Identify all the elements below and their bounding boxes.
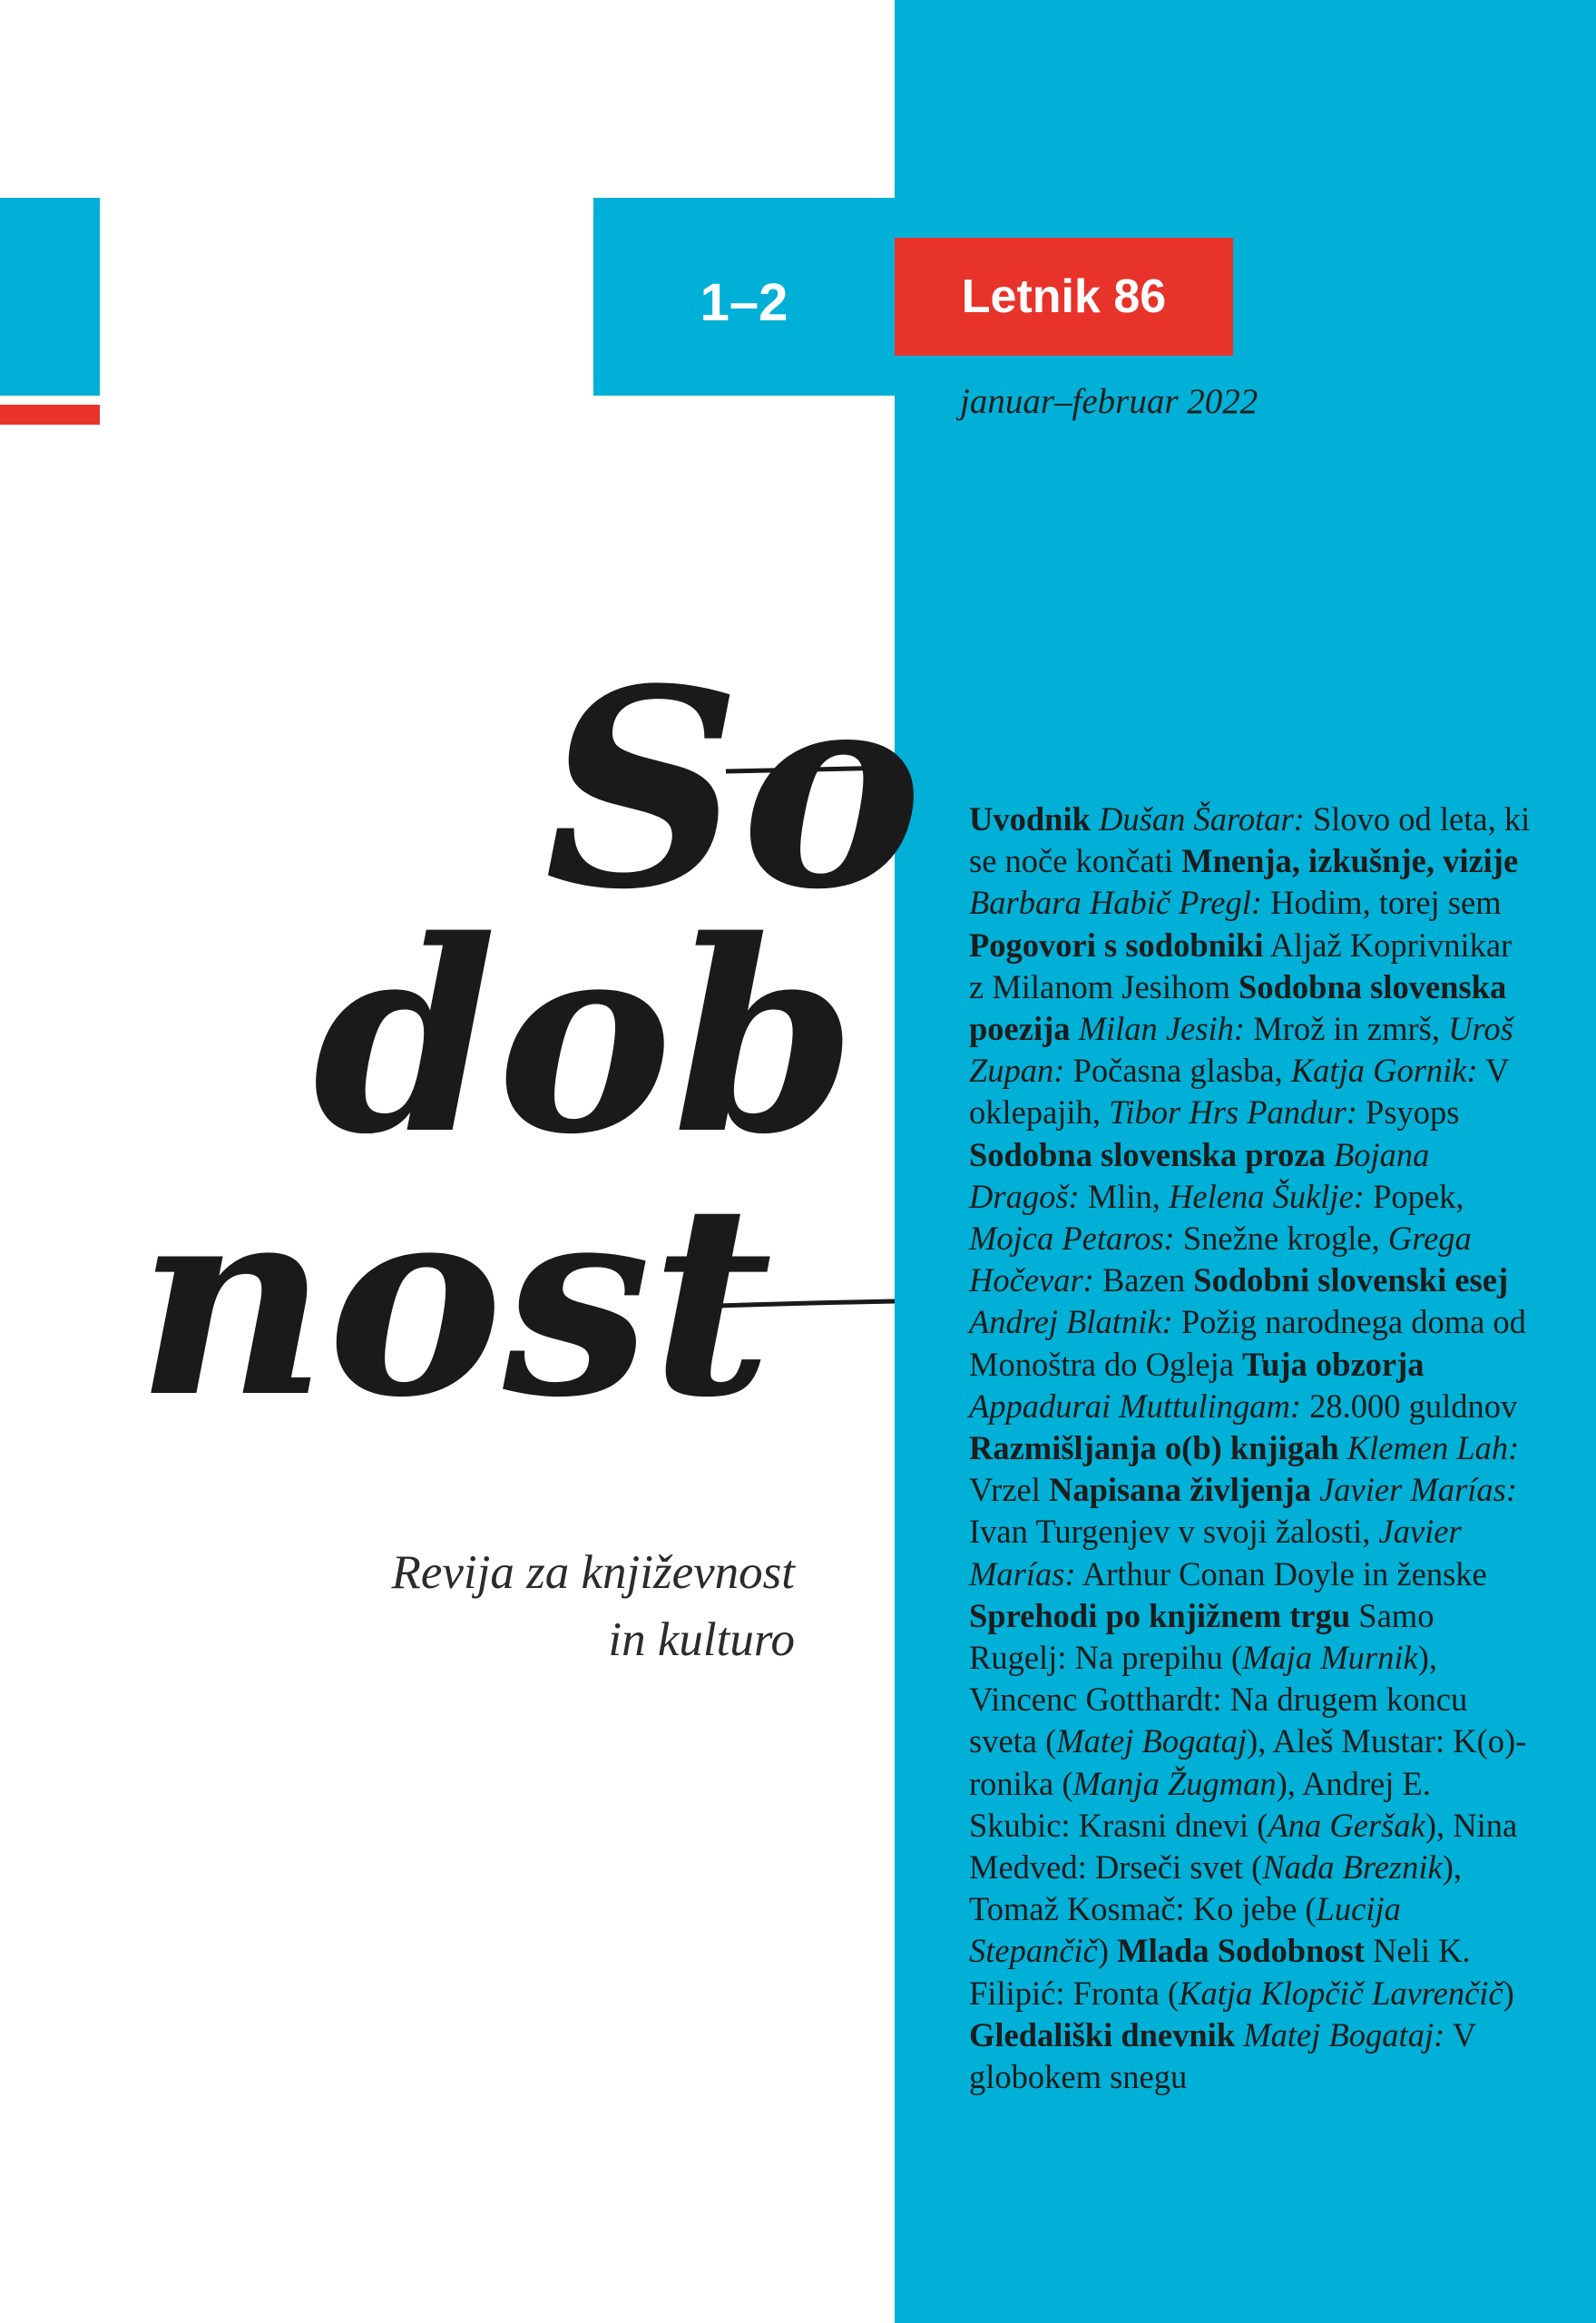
contents-text: ) — [1503, 1974, 1514, 2012]
contents-text: ), Nina Medved: Drseči svet ( — [969, 1806, 1518, 1887]
author-name: Ana Geršak — [1268, 1806, 1425, 1844]
author-name: Maja Murnik — [1242, 1639, 1418, 1677]
tagline — [272, 1539, 795, 1673]
contents-text: Požig narodnega doma od Monoštra do Ogleja — [969, 1303, 1526, 1383]
section-heading: Mlada Sodobnost — [1117, 1932, 1365, 1970]
section-heading: Sodobna slovenska poezija — [969, 967, 1507, 1048]
contents-text — [1071, 1010, 1079, 1047]
contents-text: Hodim, torej sem — [1262, 884, 1502, 922]
table-of-contents — [969, 799, 1532, 2098]
contents-text — [1091, 800, 1099, 838]
contents-text: Mrož in zmrš, — [1245, 1010, 1449, 1048]
author-name: Uroš Zupan: — [969, 1010, 1513, 1090]
contents-text — [1311, 1471, 1319, 1508]
title-line-1: So — [544, 629, 923, 949]
contents-text: Vrzel — [969, 1471, 1049, 1509]
contents-text: ) — [1097, 1932, 1118, 1970]
contents-text: Aljaž Koprivnikar z Milanom Jesihom — [969, 926, 1513, 1005]
author-name: Dušan Šarotar: — [1099, 800, 1305, 838]
author-name: Matej Bogataj: — [1243, 2015, 1445, 2053]
section-heading: Razmišljanja o(b) knjigah — [969, 1429, 1339, 1467]
author-name: Appadurai Muttulingam: — [969, 1387, 1301, 1425]
contents-text: Slovo od leta, ki se noče končati — [969, 800, 1531, 880]
author-name: Javier Marías: — [1319, 1471, 1518, 1509]
title-line-2: dob — [313, 884, 857, 1192]
section-heading: Sprehodi po knjižnem trgu — [969, 1596, 1351, 1634]
tagline-line-2: in kulturo — [608, 1613, 795, 1666]
issue-date: januar–februar 2022 — [960, 382, 1258, 421]
author-name: Manja Žugman — [1072, 1764, 1277, 1802]
author-name: Bojana Dragoš: — [969, 1135, 1430, 1215]
issue-number: 1–2 — [593, 198, 895, 396]
contents-text: 28.000 guldnov — [1301, 1387, 1518, 1425]
author-name: Lucija Stepančič — [969, 1890, 1401, 1970]
author-name: Mojca Petaros: — [969, 1220, 1175, 1258]
contents-text: Psyops — [1356, 1093, 1460, 1132]
author-name: Tibor Hrs Pandur: — [1109, 1093, 1357, 1132]
author-name: Klemen Lah: — [1346, 1429, 1520, 1467]
title-line-3: nost — [136, 1147, 773, 1456]
contents-text — [1339, 1429, 1347, 1466]
contents-text: ), Aleš Mustar: K(o)-ronika ( — [969, 1722, 1527, 1802]
contents-text: Neli K. Filipić: Fronta ( — [969, 1932, 1471, 2012]
contents-text — [1326, 1136, 1334, 1173]
contents-text: Arthur Conan Doyle in ženske — [1075, 1554, 1487, 1593]
author-name: Matej Bogataj — [1056, 1722, 1248, 1760]
contents-text: Ivan Turgenjev v svoji žalosti, — [969, 1513, 1379, 1551]
section-heading: Uvodnik — [969, 800, 1091, 838]
section-heading: Mnenja, izkušnje, vizije — [1181, 842, 1519, 880]
section-heading: Tuja obzorja — [1242, 1345, 1425, 1383]
contents-text: ), Andrej E. Skubic: Krasni dnevi ( — [969, 1764, 1431, 1844]
section-heading: Sodobna slovenska proza — [969, 1135, 1326, 1173]
tagline-line-1: Revija za književnost — [391, 1546, 795, 1599]
section-heading: Pogovori s sodobniki — [969, 926, 1264, 964]
contents-text: V globokem snegu — [969, 2015, 1476, 2096]
author-name: Helena Šuklje: — [1169, 1177, 1365, 1215]
contents-text: Mlin, — [1079, 1177, 1170, 1215]
contents-text — [1235, 2016, 1243, 2053]
author-name: Barbara Habič Pregl: — [969, 884, 1263, 922]
contents-text: Popek, — [1364, 1177, 1464, 1215]
author-name: Katja Klopčič Lavrenčič — [1179, 1974, 1503, 2012]
section-heading: Gledališki dnevnik — [969, 2015, 1236, 2053]
contents-text: Bazen — [1093, 1261, 1194, 1299]
author-name: Javier Marías: — [969, 1513, 1462, 1593]
section-heading: Sodobni slovenski esej — [1193, 1261, 1509, 1299]
author-name: Milan Jesih: — [1078, 1010, 1246, 1048]
author-name: Katja Gornik: — [1290, 1052, 1478, 1090]
contents-text: Snežne krogle, — [1174, 1220, 1388, 1258]
contents-text: ), Tomaž Kosmač: Ko jebe ( — [969, 1848, 1462, 1928]
section-heading: Napisana življenja — [1049, 1471, 1311, 1509]
contents-text: Samo Rugelj: Na prepihu ( — [969, 1596, 1434, 1677]
author-name: Andrej Blatnik: — [969, 1303, 1173, 1341]
author-name: Nada Breznik — [1262, 1848, 1443, 1887]
contents-text: V oklepajih, — [969, 1052, 1509, 1132]
contents-text: Počasna glasba, — [1064, 1052, 1291, 1090]
contents-text: ), Vincenc Gotthardt: Na drugem koncu sveta ( — [969, 1639, 1468, 1760]
volume-label: Letnik 86 — [895, 238, 1233, 356]
author-name: Grega Hočevar: — [969, 1220, 1472, 1299]
